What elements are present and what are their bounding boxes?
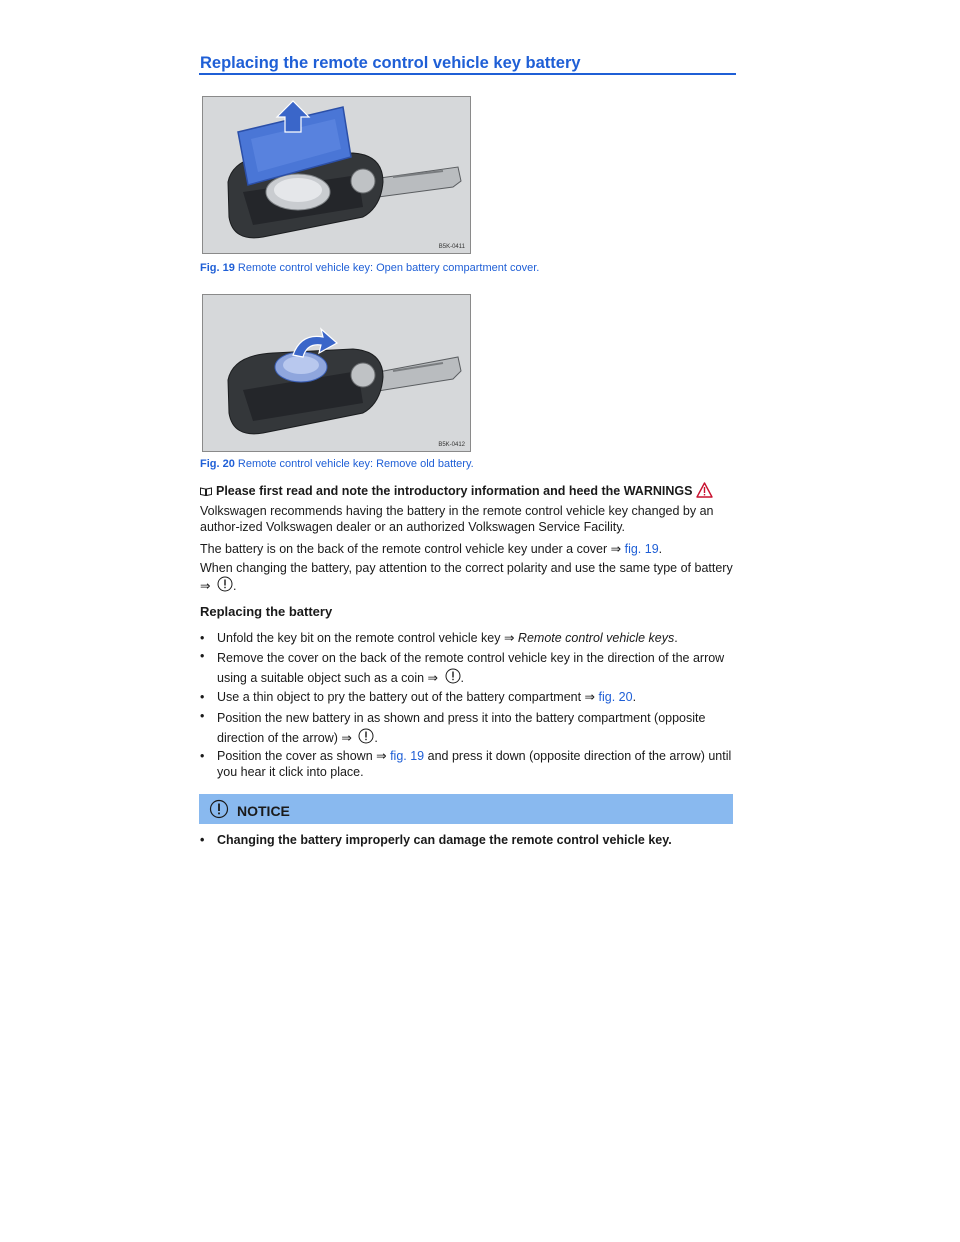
list-item (200, 689, 740, 705)
bullet: • (200, 631, 205, 645)
notice-header (199, 794, 733, 824)
figure-number: Fig. 20 (200, 458, 235, 470)
title-rule (199, 73, 736, 75)
key-remove-battery-illustration (203, 295, 470, 451)
notice-icon[interactable] (217, 576, 233, 592)
period: . (460, 671, 464, 685)
bullet: • (200, 833, 205, 847)
fig-20-link[interactable]: fig. 20 (598, 690, 633, 704)
fig-19-link[interactable]: fig. 19 (390, 749, 425, 763)
cross-reference[interactable]: Remote control vehicle keys (517, 631, 675, 645)
notice-text: Changing the battery improperly can damage the remote control vehicle key. (217, 833, 672, 847)
notice-icon[interactable] (445, 668, 461, 684)
list-item (200, 708, 740, 748)
paragraph-text: When changing the battery, pay attention to the correct polarity and use the same type of battery (200, 561, 733, 575)
bullet: • (200, 649, 205, 663)
battery-location-paragraph (200, 541, 740, 557)
list-item (200, 630, 740, 646)
notice-icon[interactable] (358, 728, 374, 744)
fig-19-link[interactable]: fig. 19 (624, 542, 659, 556)
notice-item (200, 832, 740, 848)
bullet: • (200, 709, 205, 723)
key-open-cover-illustration (203, 97, 470, 253)
period: . (232, 579, 237, 593)
period: . (374, 731, 378, 745)
list-item-text: Use a thin object to pry the battery out of the battery compartment ⇒ (217, 690, 596, 704)
notice-icon (209, 799, 229, 819)
book-icon (200, 487, 212, 496)
list-item (200, 648, 740, 688)
bullet: • (200, 749, 205, 763)
figure-caption-text: Remote control vehicle key: Remove old battery. (237, 458, 474, 470)
figure-19-image (202, 96, 471, 254)
bullet: • (200, 690, 205, 704)
warning-triangle-icon[interactable] (696, 482, 713, 498)
section-heading: Replacing the battery (200, 604, 333, 619)
list-item-text: Position the cover as shown ⇒ (217, 749, 387, 763)
list-item-text: and press it down (opposite direction of the arrow) until you hear it click into place. (217, 749, 732, 779)
polarity-paragraph (200, 560, 740, 594)
notice-label: NOTICE (237, 803, 290, 819)
figure-code: B5K-0412 (438, 442, 465, 448)
list-item-text: Unfold the key bit on the remote control vehicle key ⇒ (217, 631, 515, 645)
dealer-recommendation: Volkswagen recommends having the battery in the remote control vehicle key changed by an author-ized Volkswagen dealer or an authorized Volkswagen Service Facility. (200, 504, 714, 534)
page-title: Replacing the remote control vehicle key battery (200, 54, 581, 72)
figure-20-caption (200, 458, 474, 470)
figure-code: B5K-0411 (438, 244, 465, 250)
list-item (200, 748, 740, 780)
figure-caption-text: Remote control vehicle key: Open battery compartment cover. (237, 262, 540, 274)
period: . (658, 542, 663, 556)
paragraph-text: The battery is on the back of the remote control vehicle key under a cover ⇒ (200, 542, 622, 556)
figure-19-caption (200, 262, 539, 274)
figure-number: Fig. 19 (200, 262, 235, 274)
period: . (674, 631, 678, 645)
arrow: ⇒ (200, 579, 211, 593)
read-note (200, 482, 740, 499)
list-item-text: Remove the cover on the back of the remote control vehicle key in the direction of the arrow using a suitable object such as a coin ⇒ (217, 651, 725, 685)
read-note-text: Please first read and note the introductory information and heed the WARNINGS (216, 484, 693, 498)
period: . (632, 690, 637, 704)
list-item-text: Position the new battery in as shown and press it into the battery compartment (opposite direction of the arrow) ⇒ (217, 711, 706, 745)
figure-20-image (202, 294, 471, 452)
